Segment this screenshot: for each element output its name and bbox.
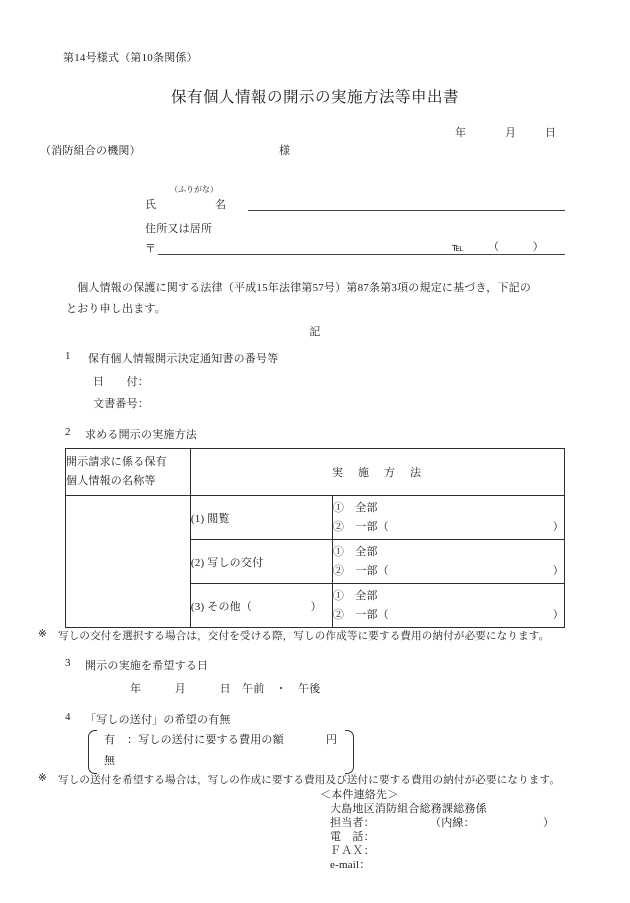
option-all-2: ① 全部 bbox=[332, 545, 378, 558]
date-month-label: 月 bbox=[505, 127, 517, 139]
table-header-row bbox=[66, 449, 565, 496]
options-cell-2 bbox=[332, 540, 564, 584]
right-bracket bbox=[345, 730, 354, 774]
section3-number: 3 bbox=[65, 657, 71, 669]
info-name-header-line1: 開示請求に係る保有 bbox=[66, 456, 167, 468]
name-label-shi: 氏 bbox=[145, 199, 157, 211]
yen-label: 円 bbox=[326, 734, 338, 746]
section4-heading: 「写しの送付」の希望の有無 bbox=[85, 714, 231, 726]
contact-phone-label: 電 話： bbox=[330, 831, 375, 843]
left-bracket bbox=[88, 730, 97, 774]
section2-heading: 求める開示の実施方法 bbox=[85, 429, 197, 441]
tel-mark-icon: ℡ bbox=[452, 241, 465, 254]
postal-mark: 〒 bbox=[145, 243, 157, 255]
option-part-1-close: ） bbox=[552, 520, 564, 533]
method-label-1: (1) 閲覧 bbox=[190, 512, 230, 525]
section2-note: 写しの交付を選択する場合は，交付を受ける際，写しの作成等に要する費用の納付が必要になります。 bbox=[58, 631, 550, 642]
section4-note: 写しの送付を希望する場合は，写しの作成に要する費用及び送付に要する費用の納付が必要になります。 bbox=[58, 775, 561, 786]
section1-doc-number-label: 文書番号： bbox=[93, 398, 149, 410]
section1-number: 1 bbox=[65, 350, 71, 362]
contact-extension-close: ） bbox=[543, 817, 555, 829]
option-no-label: 無 bbox=[104, 755, 116, 767]
honorific-label: 様 bbox=[279, 145, 291, 157]
section2-note-mark: ※ bbox=[38, 629, 47, 640]
section4-number: 4 bbox=[65, 711, 71, 723]
form-number: 第14号様式（第10条関係） bbox=[63, 52, 198, 64]
name-input-line bbox=[248, 196, 565, 211]
option-yes-detail: ：写しの送付に要する費用の額 bbox=[127, 734, 284, 746]
section1-heading: 保有個人情報開示決定通知書の番号等 bbox=[88, 353, 279, 365]
body-paragraph-line1: 個人情報の保護に関する法律（平成15年法律第57号）第87条第3項の規定に基づき，下記の bbox=[66, 282, 532, 294]
address-input-line bbox=[158, 240, 565, 255]
option-part-2: ② 一部（ bbox=[332, 564, 389, 577]
table-row-inspection bbox=[66, 496, 565, 540]
section3-date-line: 年 月 日 午前 ・ 午後 bbox=[130, 683, 321, 695]
method-cell-3 bbox=[190, 584, 332, 628]
date-year-label: 年 bbox=[455, 127, 467, 139]
option-all-1: ① 全部 bbox=[332, 501, 378, 514]
name-label-mei: 名 bbox=[215, 199, 227, 211]
contact-fax-label: ＦＡＸ： bbox=[330, 845, 375, 857]
method-label-3: (3) その他（ bbox=[190, 600, 253, 613]
method-cell-1 bbox=[190, 496, 332, 540]
section4-note-mark: ※ bbox=[38, 773, 47, 784]
address-label: 住所又は居所 bbox=[145, 223, 213, 235]
contact-person-label: 担当者： bbox=[330, 817, 375, 829]
options-cell-1 bbox=[332, 496, 564, 540]
addressee-label: （消防組合の機関） bbox=[40, 145, 141, 157]
date-day-label: 日 bbox=[545, 127, 557, 139]
method-header-cell: 実 施 方 法 bbox=[190, 449, 564, 496]
options-cell-3 bbox=[332, 584, 564, 628]
method-label-2: (2) 写しの交付 bbox=[190, 556, 264, 569]
contact-extension-open: （内線： bbox=[430, 817, 475, 829]
section1-date-label: 日 付： bbox=[93, 376, 149, 388]
info-name-header-line2: 個人情報の名称等 bbox=[66, 475, 156, 487]
tel-parentheses: （ ） bbox=[488, 241, 544, 253]
method-label-3-close: ） bbox=[310, 600, 322, 613]
furigana-label: （ふりがな） bbox=[170, 185, 218, 194]
section3-heading: 開示の実施を希望する日 bbox=[85, 660, 209, 672]
option-yes-label: 有 bbox=[104, 734, 116, 746]
contact-organization: 大島地区消防組合総務課総務係 bbox=[330, 803, 487, 815]
option-all-3: ① 全部 bbox=[332, 589, 378, 602]
ki-mark: 記 bbox=[309, 326, 321, 338]
disclosure-method-table bbox=[65, 448, 565, 628]
option-part-3-close: ） bbox=[552, 608, 564, 621]
section2-number: 2 bbox=[65, 426, 71, 438]
option-part-3: ② 一部（ bbox=[332, 608, 389, 621]
info-name-blank-cell bbox=[66, 496, 191, 628]
option-part-2-close: ） bbox=[552, 564, 564, 577]
contact-heading: ＜本件連絡先＞ bbox=[320, 789, 399, 801]
body-paragraph-line2: とおり申し出ます。 bbox=[66, 303, 166, 315]
info-name-header-cell bbox=[66, 449, 191, 496]
method-cell-2 bbox=[190, 540, 332, 584]
option-part-1: ② 一部（ bbox=[332, 520, 389, 533]
contact-email-label: e-mail： bbox=[330, 859, 371, 871]
page-title: 保有個人情報の開示の実施方法等申出書 bbox=[170, 89, 459, 106]
